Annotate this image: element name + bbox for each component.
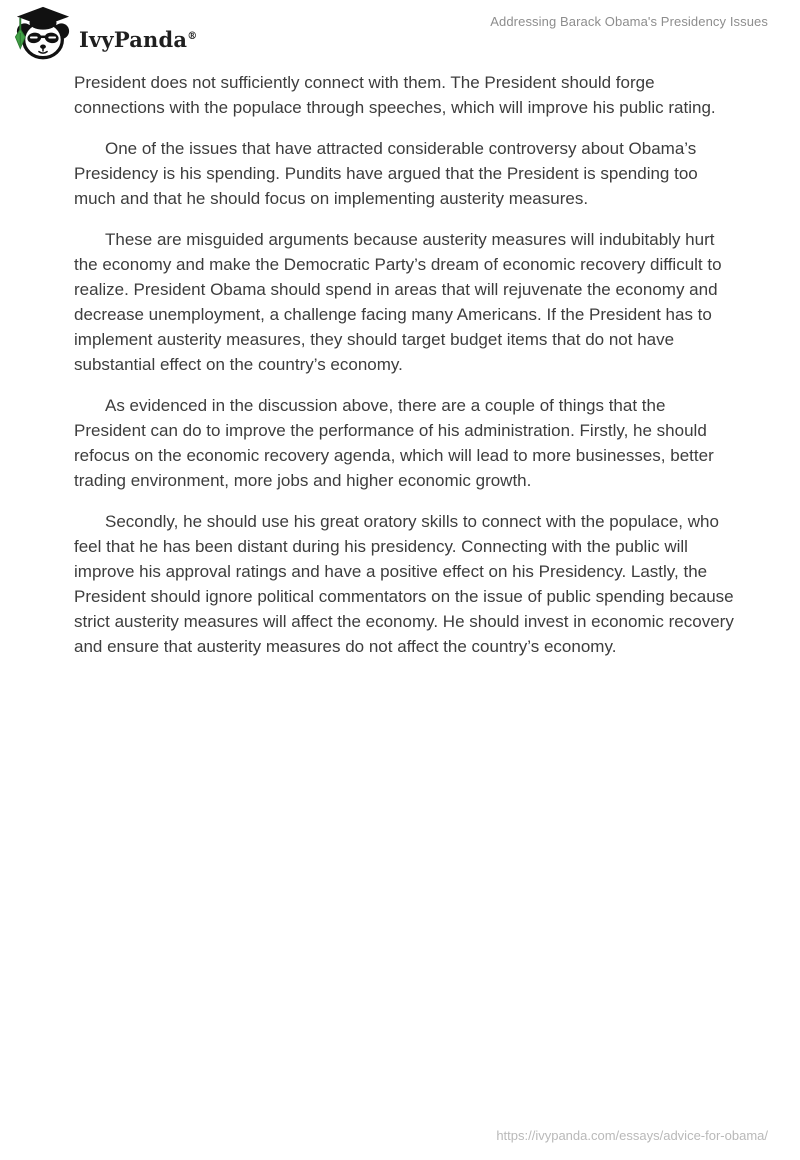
brand-name — [79, 19, 197, 50]
paragraph: President does not sufficiently connect with them. The President should forge connections with the populace through speeches, which will improve his public rating. — [74, 73, 716, 117]
paragraph: These are misguided arguments because austerity measures will indubitably hurt the economy and make the Democratic Party’s dream of economic recovery difficult to realize. President Obama should spend in areas that will rejuvenate the economy and decrease unemployment, a challenge facing many Americans. If the President has to implement austerity measures, they should target budget items that do not have substantial effect on the country’s economy. — [74, 230, 722, 374]
panda-graduation-cap-icon — [14, 6, 72, 62]
brand-text: IvyPanda — [79, 26, 188, 52]
ivypanda-logo — [14, 6, 197, 62]
paragraph: As evidenced in the discussion above, there are a couple of things that the President can do to improve the performance of his administration. Firstly, he should refocus on the economic recovery agenda, which will lead to more businesses, better trading environment, more jobs and higher economic growth. — [74, 396, 714, 490]
registered-trademark-symbol: ® — [187, 30, 198, 42]
essay-body — [74, 70, 740, 675]
paragraph: One of the issues that have attracted considerable controversy about Obama’s Presidency is his spending. Pundits have argued that the President is spending too much and that he should focus on implementing austerity measures. — [74, 139, 698, 208]
page-title: Addressing Barack Obama's Presidency Issues — [490, 14, 768, 29]
paragraph: Secondly, he should use his great oratory skills to connect with the populace, who feel that he has been distant during his presidency. Connecting with the public will improve his approval ratings and have a positive effect on his Presidency. Lastly, the President should ignore political commentators on the issue of public spending because strict austerity measures will affect the economy. He should invest in economic recovery and ensure that austerity measures do not affect the country’s economy. — [74, 512, 734, 656]
source-url-link[interactable]: https://ivypanda.com/essays/advice-for-obama/ — [496, 1128, 768, 1143]
